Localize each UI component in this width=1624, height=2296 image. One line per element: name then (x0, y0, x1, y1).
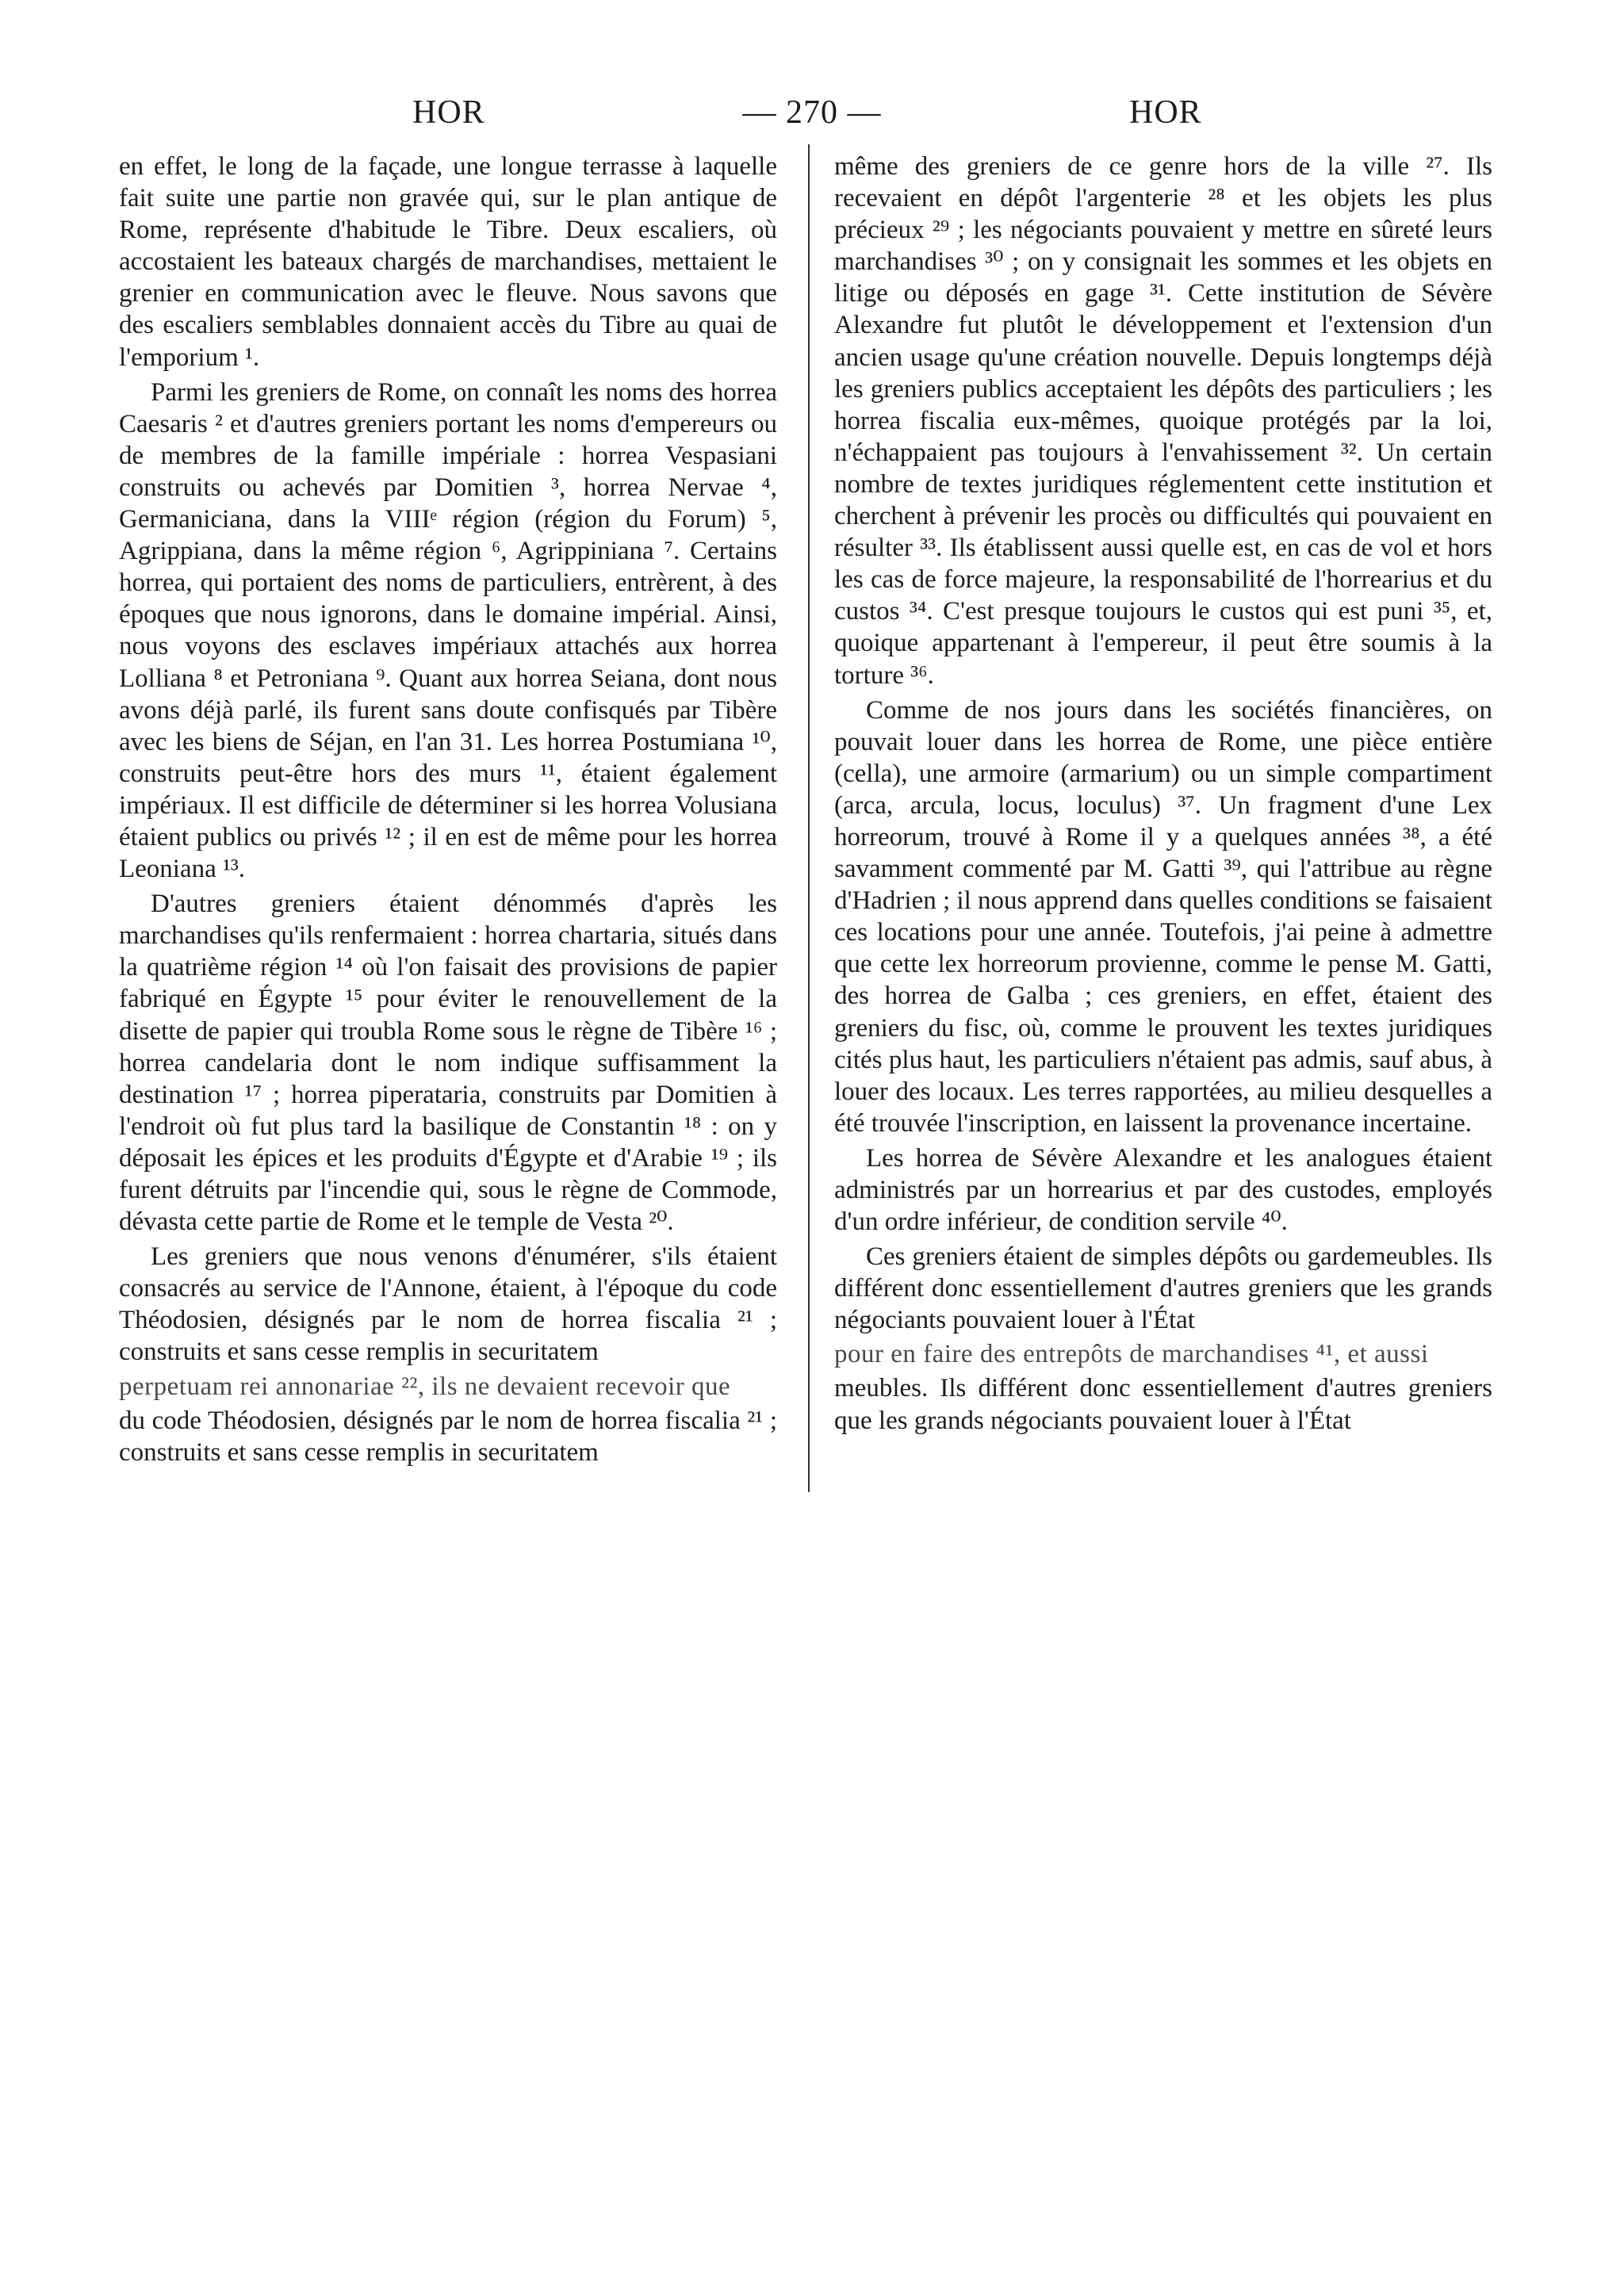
paragraph: du code Théodosien, désignés par le nom de horrea fiscalia ²¹ ; construits et sans cesse remplis in securitatem (119, 1406, 777, 1467)
page-number: — 270 — (742, 94, 882, 131)
header-left-title: HOR (412, 94, 485, 131)
paragraph: Ces greniers étaient de simples dépôts ou gardemeubles. Ils différent donc essentiellement d'autres greniers que les grands négociants pouvaient louer à l'État (834, 1242, 1492, 1335)
paragraph: Les horrea de Sévère Alexandre et les analogues étaient administrés par un horrearius et par des custodes, employés d'un ordre inférieur, de condition servile ⁴⁰. (834, 1143, 1492, 1237)
header-right-title: HOR (1129, 94, 1202, 131)
right-column (834, 151, 1492, 1437)
column-divider (808, 144, 810, 1492)
paragraph: Les greniers que nous venons d'énumérer, s'ils étaient consacrés au service de l'Annone, étaient, à l'époque du code Théodosien, désignés par le nom de horrea fiscalia ²¹ ; construits et sans cesse remplis in securitatem (119, 1242, 777, 1367)
left-column (119, 151, 777, 1468)
paragraph: Comme de nos jours dans les sociétés financières, on pouvait louer dans les horrea de Rome, une pièce entière (cella), une armoire (armarium) ou un simple compartiment (arca, arcula, locus, loculus) ³⁷. Un fragment d'une Lex horreorum, trouvé à Rome il y a quelques années ³⁸, a été savamment commenté par M. Gatti ³⁹, qui l'attribue au règne d'Hadrien ; il nous apprend dans quelles conditions se faisaient ces locations pour une année. Toutefois, j'ai peine à admettre que cette lex horreorum provienne, comme le pense M. Gatti, des horrea de Galba ; ces greniers, en effet, étaient des greniers du fisc, où, comme le prouvent les textes juridiques cités plus haut, les particuliers n'étaient pas admis, sauf abus, à louer des locaux. Les terres rapportées, au milieu desquelles a été trouvée l'inscription, en laissent la provenance incertaine. (834, 695, 1492, 1138)
paragraph: D'autres greniers étaient dénommés d'après les marchandises qu'ils renfermaient : horrea chartaria, situés dans la quatrième région ¹⁴ où l'on faisait des provisions de papier fabriqué en Égypte ¹⁵ pour éviter le renouvellement de la disette de papier qui troubla Rome sous le règne de Tibère ¹⁶ ; horrea candelaria dont le nom indique suffisamment la destination ¹⁷ ; horrea piperataria, construits par Domitien à l'endroit où fut plus tard la basilique de Constantin ¹⁸ : on y déposait les épices et les produits d'Égypte et d'Arabie ¹⁹ ; ils furent détruits par l'incendie qui, sous le règne de Commode, dévasta cette partie de Rome et le temple de Vesta ²⁰. (119, 890, 777, 1237)
overprinted-line: pour en faire des entrepôts de marchandises ⁴¹, et aussi (834, 1340, 1429, 1369)
paragraph: même des greniers de ce genre hors de la ville ²⁷. Ils recevaient en dépôt l'argenterie ²⁸ et les objets les plus précieux ²⁹ ; les négociants pouvaient y mettre en sûreté leurs marchandises ³⁰ ; on y consignait les sommes et les objets en litige ou déposés en gage ³¹. Cette institution de Sévère Alexandre fut plutôt le développement et l'extension d'un ancien usage qu'une création nouvelle. Depuis longtemps déjà les greniers publics acceptaient les dépôts des particuliers ; les horrea fiscalia eux-mêmes, quoique protégés par la loi, n'échappaient pas toujours à l'envahissement ³². Un certain nombre de textes juridiques réglementent cette institution et cherchent à prévenir les procès ou difficultés qui pouvaient en résulter ³³. Ils établissent aussi quelle est, en cas de vol et hors les cas de force majeure, la responsabilité de l'horrearius et du custos ³⁴. C'est presque toujours le custos qui est puni ³⁵, et, quoique appartenant à l'empereur, il peut être soumis à la torture ³⁶. (834, 152, 1492, 690)
overprinted-line: perpetuam rei annonariae ²², ils ne devaient recevoir que (119, 1372, 731, 1401)
paragraph: en effet, le long de la façade, une longue terrasse à laquelle fait suite une partie non gravée qui, sur le plan antique de Rome, représente d'habitude le Tibre. Deux escaliers, où accostaient les bateaux chargés de marchandises, mettaient le grenier en communication avec le fleuve. Nous savons que des escaliers semblables donnaient accès du Tibre au quai de l'emporium ¹. (119, 152, 777, 372)
paragraph: Parmi les greniers de Rome, on connaît les noms des horrea Caesaris ² et d'autres greniers portant les noms d'empereurs ou de membres de la famille impériale : horrea Vespasiani construits ou achevés par Domitien ³, horrea Nervae ⁴, Germaniciana, dans la VIIIᵉ région (région du Forum) ⁵, Agrippiana, dans la même région ⁶, Agrippiniana ⁷. Certains horrea, qui portaient des noms de particuliers, entrèrent, à des époques que nous ignorons, dans le domaine impérial. Ainsi, nous voyons des esclaves impériaux attachés aux horrea Lolliana ⁸ et Petroniana ⁹. Quant aux horrea Seiana, dont nous avons déjà parlé, ils furent sans doute confisqués par Tibère avec les biens de Séjan, en l'an 31. Les horrea Postumiana ¹⁰, construits peut-être hors des murs ¹¹, étaient également impériaux. Il est difficile de déterminer si les horrea Volusiana étaient publics ou privés ¹² ; il en est de même pour les horrea Leoniana ¹³. (119, 377, 777, 884)
running-header (0, 94, 1624, 141)
paragraph: meubles. Ils différent donc essentiellement d'autres greniers que les grands négociants pouvaient louer à l'État (834, 1374, 1492, 1435)
